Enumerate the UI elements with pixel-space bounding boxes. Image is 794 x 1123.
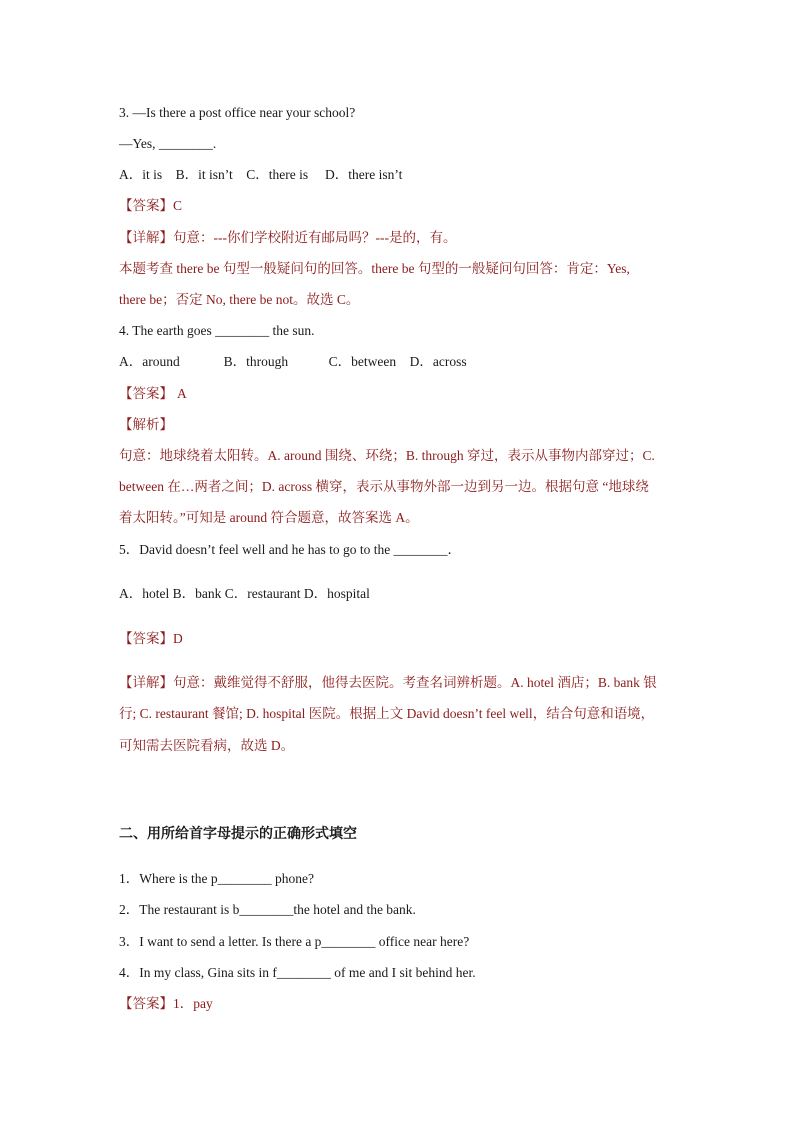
detail-text: 句意：---你们学校附近有邮局吗？---是的，有。: [173, 230, 457, 245]
answer-tag: 【答案】: [119, 996, 173, 1011]
q5-answer: [119, 630, 679, 648]
answer-value: C: [173, 198, 183, 213]
q3-options: A．it is B．it isn’t C．there is D．there isn’t: [119, 167, 403, 182]
q4-analysis-tag: 【解析】: [119, 417, 173, 432]
q5-detail-2: 行; C. restaurant 餐馆; D. hospital 医院。根据上文 David doesn’t feel well，结合句意和语境，: [119, 706, 655, 721]
answer-tag: 【答案】: [119, 631, 173, 646]
section-2-item: 3．I want to send a letter. Is there a p________ office near here?: [119, 934, 470, 949]
section-2-item: 1．Where is the p________ phone?: [119, 871, 314, 886]
q3-detail-1: [119, 229, 679, 247]
q4-options: A．around B．through C．between D．across: [119, 354, 467, 369]
answer-value: A: [177, 386, 187, 401]
q3-detail-3: there be；否定 No, there be not。故选 C。: [119, 292, 360, 307]
q4-detail-3: 着太阳转。”可知是 around 符合题意，故答案选 A。: [119, 510, 419, 525]
detail-text: 句意：戴维觉得不舒服，他得去医院。考查名词辨析题。A. hotel 酒店；B. bank 银: [173, 675, 657, 690]
section-2-item: 2．The restaurant is b________the hotel and the bank.: [119, 902, 416, 917]
q3-reply: —Yes, ________.: [119, 136, 217, 151]
q5-options: A．hotel B．bank C．restaurant D．hospital: [119, 586, 370, 601]
q5-stem: 5．David doesn’t feel well and he has to go to the ________．: [119, 542, 462, 557]
q4-detail-1: 句意：地球绕着太阳转。A. around 围绕、环绕；B. through 穿过，表示从事物内部穿过；C.: [119, 448, 655, 463]
q5-detail-1: [119, 674, 679, 692]
detail-tag: 【详解】: [119, 230, 173, 245]
section-2-item: 4．In my class, Gina sits in f________ of me and I sit behind her.: [119, 965, 476, 980]
q3-detail-2: 本题考查 there be 句型一般疑问句的回答。there be 句型的一般疑问句回答：肯定：Yes,: [119, 261, 630, 276]
q4-detail-2: between 在…两者之间；D. across 横穿，表示从事物外部一边到另一边。根据句意 “地球绕: [119, 479, 649, 494]
answer-tag: 【答案】: [119, 386, 173, 401]
section-2-answer: [119, 995, 679, 1013]
q4-stem: 4. The earth goes ________ the sun.: [119, 323, 315, 338]
q4-answer: [119, 385, 679, 403]
q5-detail-3: 可知需去医院看病，故选 D。: [119, 738, 295, 753]
answer-value: 1．pay: [173, 996, 213, 1011]
detail-tag: 【详解】: [119, 675, 173, 690]
q3-stem: 3. —Is there a post office near your school?: [119, 105, 356, 120]
q3-answer: [119, 197, 679, 215]
answer-tag: 【答案】: [119, 198, 173, 213]
answer-value: D: [173, 631, 183, 646]
section-2-title: 二、用所给首字母提示的正确形式填空: [119, 826, 357, 842]
